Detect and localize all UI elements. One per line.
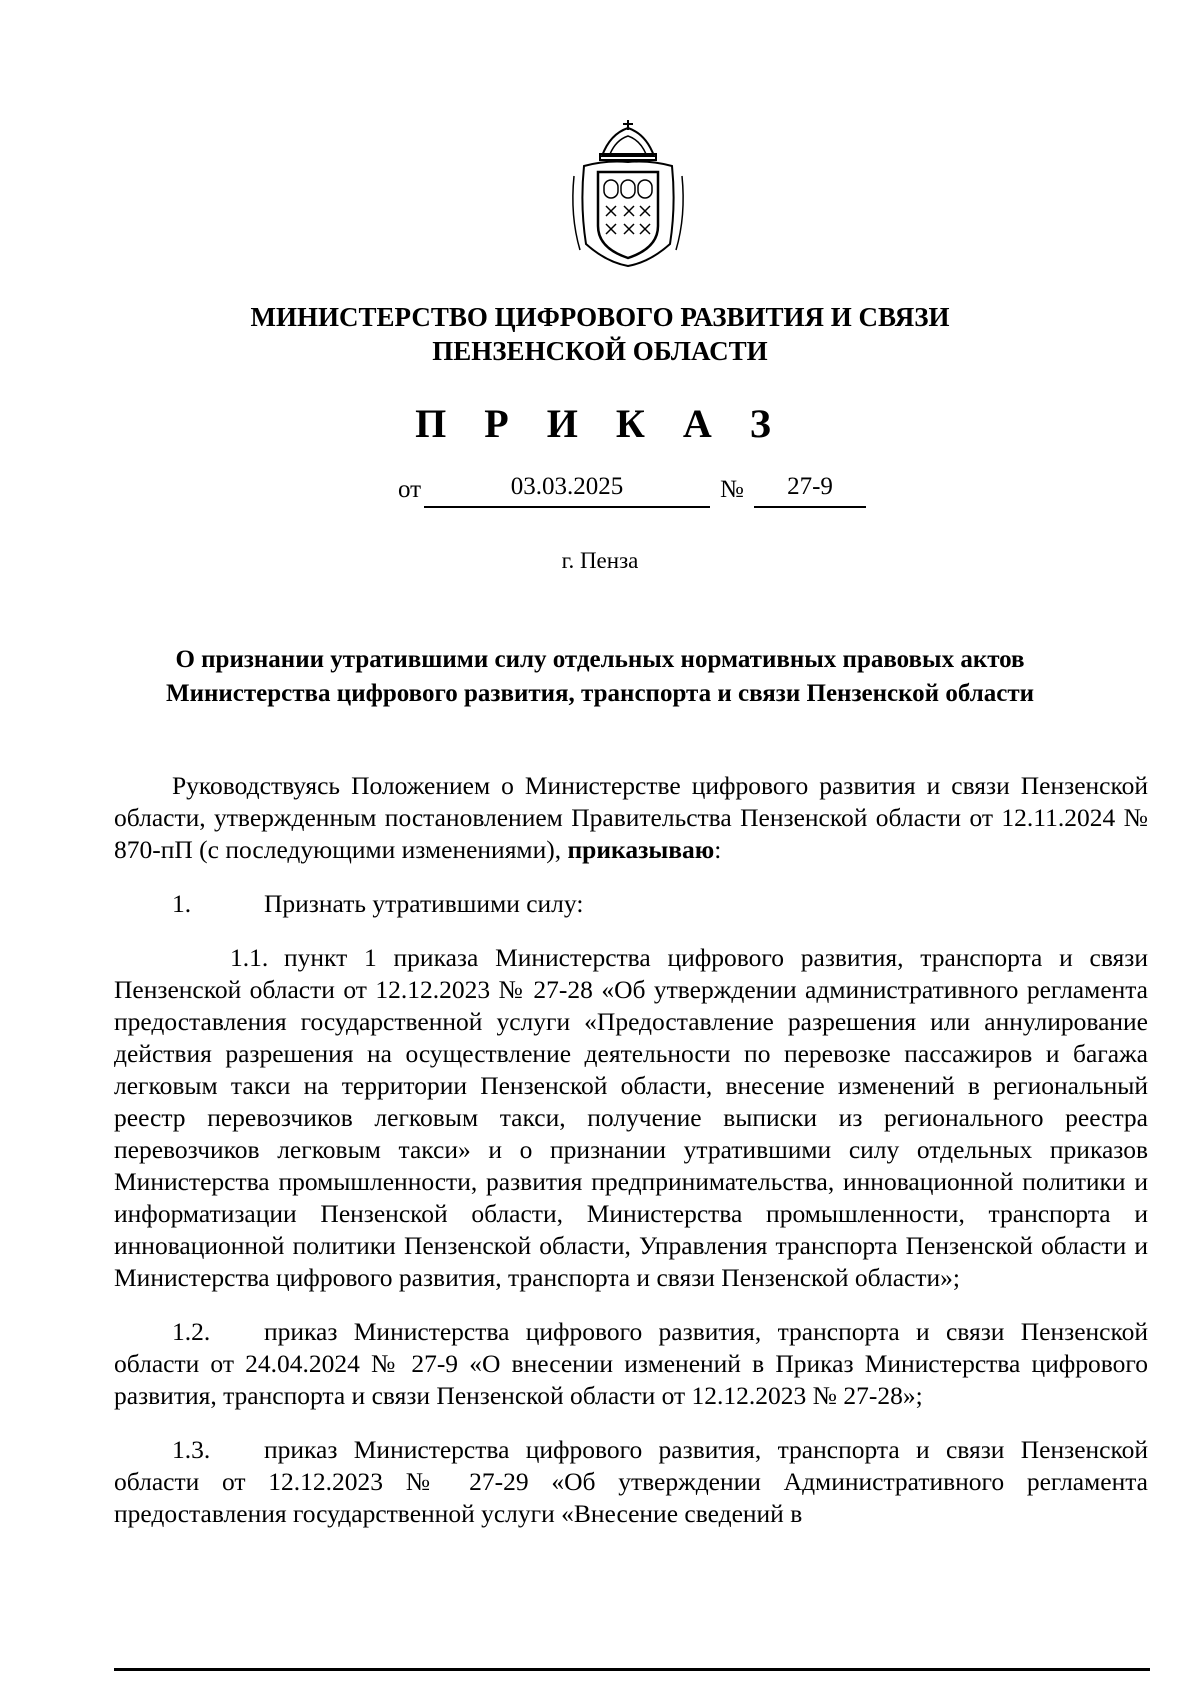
item-1-2-number: 1.2. — [172, 1317, 211, 1346]
preamble-text: Руководствуясь Положением о Министерстве цифрового развития и связи Пензенской области, утвержденным постановлением Правительства Пензенской области от 12.11.2024 № 870-пП (с последующими изменениями), — [114, 771, 1148, 864]
preamble-bold-word: приказываю — [567, 835, 715, 864]
item-1-number: 1. — [172, 889, 192, 918]
page-bottom-rule — [114, 1668, 1150, 1671]
number-label: № — [720, 476, 744, 503]
document-title — [120, 643, 1080, 711]
preamble-end: : — [714, 835, 722, 864]
document-title-line-2: Министерства цифрового развития, транспорта и связи Пензенской области — [165, 680, 1035, 707]
ministry-name-line-2: ПЕНЗЕНСКОЙ ОБЛАСТИ — [432, 336, 768, 366]
date-label: от — [398, 476, 422, 503]
item-1-2 — [114, 1316, 1148, 1412]
item-1-1-text: пункт 1 приказа Министерства цифрового развития, транспорта и связи Пензенской области от 12.12.2023 № 27-28 «Об утверждении административного регламента предоставления государственной услуги «Предоставление разрешения или аннулирование действия разрешения на осуществление деятельности по перевозке пассажиров и багажа легковым такси на территории Пензенской области, внесение изменений в региональный реестр перевозчиков легковым такси, получение выписки из регионального реестра перевозчиков легковым такси» и о признании утратившими силу отдельных приказов Министерства промышленности, развития предпринимательства, инновационной политики и информатизации Пензенской области, Министерства промышленности, транспорта и инновационной политики Пензенской области, Управления транспорта Пензенской области и Министерства цифрового развития, транспорта и связи Пензенской области»; — [114, 943, 1148, 1292]
city-name: г. Пенза — [561, 548, 639, 573]
item-1-3-number: 1.3. — [172, 1435, 211, 1464]
document-title-line-1: О признании утратившими силу отдельных нормативных правовых актов — [175, 646, 1025, 673]
item-1-1 — [114, 942, 1148, 1294]
document-body — [114, 770, 1148, 1530]
item-1-2-text: приказ Министерства цифрового развития, транспорта и связи Пензенской области от 24.04.2024 № 27-9 «О внесении изменений в Приказ Министерства цифрового развития, транспорта и связи Пензенской области от 12.12.2023 № 27-28»; — [114, 1317, 1148, 1410]
order-number: 27-9 — [754, 472, 866, 508]
order-date: 03.03.2025 — [424, 472, 710, 508]
item-1 — [114, 888, 1148, 920]
preamble-paragraph — [114, 770, 1148, 866]
item-1-1-number: 1.1. — [230, 943, 269, 972]
item-1-text: Признать утратившими силу: — [264, 889, 584, 918]
coat-of-arms-emblem — [566, 116, 690, 268]
ministry-name-line-1: МИНИСТЕРСТВО ЦИФРОВОГО РАЗВИТИЯ И СВЯЗИ — [250, 302, 950, 332]
document-type: П Р И К А З — [415, 401, 785, 446]
item-1-3-text: приказ Министерства цифрового развития, транспорта и связи Пензенской области от 12.12.2023 № 27-29 «Об утверждении Административного регламента предоставления государственной услуги «Внесение сведений в — [114, 1435, 1148, 1528]
item-1-3 — [114, 1434, 1148, 1530]
